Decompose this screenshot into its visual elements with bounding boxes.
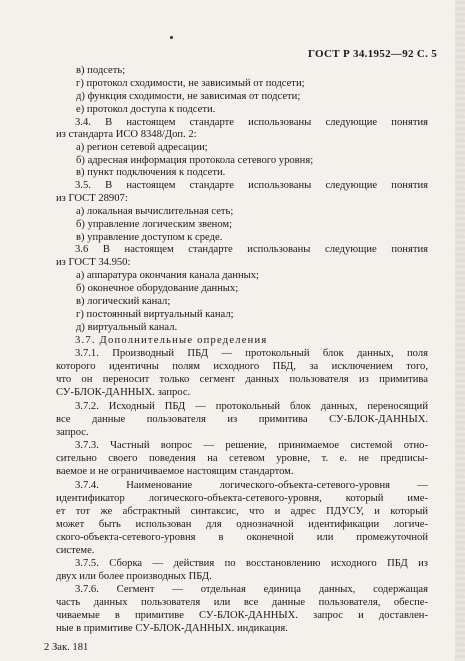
text-line: 3.5. В настоящем стандарте использованы следующие понятия — [75, 180, 428, 191]
text-line: а) локальная вычислительная сеть; — [76, 206, 234, 217]
text-line: ского-объекта-сетевого-уровня в оконечной или промежуточной — [56, 532, 428, 543]
text-line: б) оконечное оборудование данных; — [76, 283, 239, 294]
text-line: д) виртуальный канал. — [76, 322, 178, 333]
text-line: которого идентичны полям исходного ПБД, за исключением того, — [56, 361, 428, 372]
text-line: ваемое и не ограничиваемое настоящим стандартом. — [56, 466, 294, 477]
text-line: 3.7.2. Исходный ПБД — протокольный блок данных, переносящий — [75, 401, 428, 412]
text-line: все данные пользователя из примитива СУ-БЛОК-ДАННЫХ. — [56, 414, 428, 425]
text-line: ет тот же абстрактный синтаксис, что и адрес ПДУСУ, и который — [56, 506, 428, 517]
text-line: из стандарта ИСО 8348/Доп. 2: — [56, 129, 197, 140]
text-line: чиваемые в примитиве СУ-БЛОК-ДАННЫХ. запрос и доставлен- — [56, 610, 428, 621]
text-line: в) логический канал; — [76, 296, 171, 307]
text-line: 3.7.6. Сегмент — отдельная единица данных, содержащая — [75, 584, 428, 595]
text-line: может быть использован для однозначной идентификации логиче- — [56, 519, 428, 530]
page-header: ГОСТ Р 34.1952—92 С. 5 — [308, 48, 437, 60]
text-line: сительно своего поведения на сетевом уровне, т. е. не предписы- — [56, 453, 428, 464]
text-line: двух или более производных ПБД. — [56, 571, 212, 582]
text-line: 3.7.5. Сборка — действия по восстановлению исходного ПБД из — [75, 558, 428, 569]
page-footer: 2 Зак. 181 — [44, 642, 89, 653]
text-line: из ГОСТ 28907: — [56, 193, 128, 204]
text-line: д) функция сходимости, не зависимая от подсети; — [76, 91, 301, 102]
text-line: 3.7.1. Производный ПБД — протокольный блок данных, поля — [75, 348, 428, 359]
text-line: 3.7.4. Наименование логического-объекта-сетевого-уровня — — [75, 480, 428, 491]
text-line: в) подсеть; — [76, 65, 126, 76]
text-line: б) адресная информация протокола сетевого уровня; — [76, 155, 314, 166]
text-line: 3.4. В настоящем стандарте использованы следующие понятия — [75, 117, 428, 128]
text-line: е) протокол доступа к подсети. — [76, 104, 216, 115]
text-line: г) протокол сходимости, не зависимый от подсети; — [76, 78, 305, 89]
text-line: идентификатор логического-объекта-сетевого-уровня, который име- — [56, 493, 428, 504]
text-line: СУ-БЛОК-ДАННЫХ. запрос. — [56, 387, 191, 398]
text-line: а) аппаратура окончания канала данных; — [76, 270, 259, 281]
section-heading: 3.7. Дополнительные определения — [75, 335, 268, 346]
text-line: часть данных пользователя или все данные пользователя, обеспе- — [56, 597, 428, 608]
text-line: в) пункт подключения к подсети. — [76, 167, 226, 178]
text-line: б) управление логическим звеном; — [76, 219, 233, 230]
text-line: запрос. — [56, 427, 89, 438]
text-line: а) регион сетевой адресации; — [76, 142, 208, 153]
text-line: г) постоянный виртуальный канал; — [76, 309, 234, 320]
text-line: что он переносит только сегмент данных пользователя из примитива — [56, 374, 428, 385]
text-line: 3.6 В настоящем стандарте использованы следующие понятия — [75, 244, 428, 255]
scan-edge — [455, 0, 465, 661]
text-line: системе. — [56, 545, 95, 556]
text-line: 3.7.3. Частный вопрос — решение, принимаемое системой отно- — [75, 440, 428, 451]
text-line: в) управление доступом к среде. — [76, 232, 223, 243]
text-line: из ГОСТ 34.950: — [56, 257, 131, 268]
print-speck — [170, 36, 173, 39]
text-line: ные в примитиве СУ-БЛОК-ДАННЫХ. индикация. — [56, 623, 288, 634]
